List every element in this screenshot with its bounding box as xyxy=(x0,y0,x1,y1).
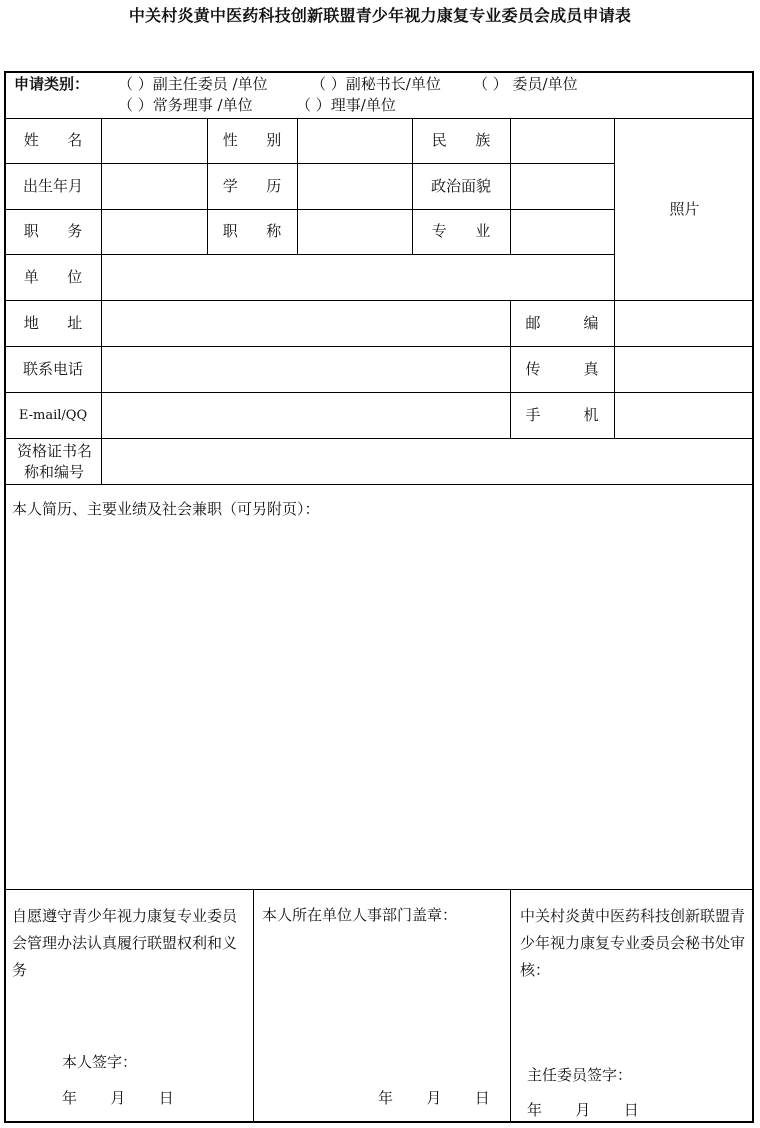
title-field[interactable] xyxy=(298,210,412,254)
phone-label: 联系电话 xyxy=(22,359,83,378)
birth-field[interactable] xyxy=(102,164,207,209)
name-label: 姓 名 xyxy=(23,131,83,149)
self-signature-label: 本人签字： xyxy=(62,1053,138,1071)
director-signature-label: 主任委员签字： xyxy=(527,1066,633,1084)
mobile-field[interactable] xyxy=(615,393,754,438)
postcode-label: 邮 编 xyxy=(525,313,599,332)
date-self: 年 月 日 xyxy=(62,1089,174,1107)
cert-field[interactable] xyxy=(102,439,754,484)
unit-label: 单 位 xyxy=(23,267,83,286)
position-label: 职 务 xyxy=(23,222,83,240)
position-field[interactable] xyxy=(102,210,207,254)
postcode-field[interactable] xyxy=(615,301,754,346)
ethnicity-label: 民 族 xyxy=(431,131,491,149)
unit-stamp-label: 本人所在单位人事部门盖章： xyxy=(262,906,458,924)
resume-field[interactable] xyxy=(6,525,754,887)
fax-label: 传 真 xyxy=(525,359,599,378)
ethnicity-field[interactable] xyxy=(511,119,614,163)
resume-label: 本人简历、主要业绩及社会兼职（可另附页）： xyxy=(12,500,320,518)
option-member[interactable]: （ ） 委员/单位 xyxy=(473,75,578,93)
address-label: 地 址 xyxy=(23,313,83,332)
option-vice-director[interactable]: （ ）副主任委员 /单位 xyxy=(118,75,268,93)
pledge-text: 自愿遵守青少年视力康复专业委员会管理办法认真履行联盟权利和义务 xyxy=(12,907,238,979)
birth-label: 出生年月 xyxy=(22,176,83,195)
gender-field[interactable] xyxy=(298,119,412,163)
name-field[interactable] xyxy=(102,119,207,163)
option-director[interactable]: （ ）理事/单位 xyxy=(296,96,396,114)
option-deputy-secretary[interactable]: （ ）副秘书长/单位 xyxy=(311,75,441,93)
column-divider xyxy=(510,889,511,1121)
political-label: 政治面貌 xyxy=(430,176,491,195)
unit-field[interactable] xyxy=(102,255,614,300)
row-divider xyxy=(5,889,754,890)
date-director: 年 月 日 xyxy=(527,1101,639,1119)
phone-field[interactable] xyxy=(102,347,510,392)
date-stamp: 年 月 日 xyxy=(378,1089,490,1107)
gender-label: 性 别 xyxy=(222,131,282,149)
education-field[interactable] xyxy=(298,164,412,209)
email-field[interactable] xyxy=(102,393,510,438)
option-executive-director[interactable]: （ ）常务理事 /单位 xyxy=(118,96,253,114)
education-label: 学 历 xyxy=(222,176,282,195)
major-label: 专 业 xyxy=(431,222,491,240)
title-label: 职 称 xyxy=(222,222,282,240)
photo-placeholder[interactable]: 照片 xyxy=(669,199,700,218)
form-title: 中关村炎黄中医药科技创新联盟青少年视力康复专业委员会成员申请表 xyxy=(128,6,632,25)
mobile-label: 手 机 xyxy=(525,405,599,424)
cert-label-line2: 称和编号 xyxy=(24,463,85,481)
category-label: 申请类别： xyxy=(14,75,90,93)
email-label: E-mail/QQ xyxy=(18,407,88,423)
address-field[interactable] xyxy=(102,301,510,346)
secretariat-review-text: 中关村炎黄中医药科技创新联盟青少年视力康复专业委员会秘书处审核： xyxy=(520,907,746,979)
political-field[interactable] xyxy=(511,164,614,209)
cert-label-line1: 资格证书名 xyxy=(17,442,93,460)
row-divider xyxy=(5,484,754,485)
fax-field[interactable] xyxy=(615,347,754,392)
column-divider xyxy=(253,889,254,1121)
major-field[interactable] xyxy=(511,210,614,254)
